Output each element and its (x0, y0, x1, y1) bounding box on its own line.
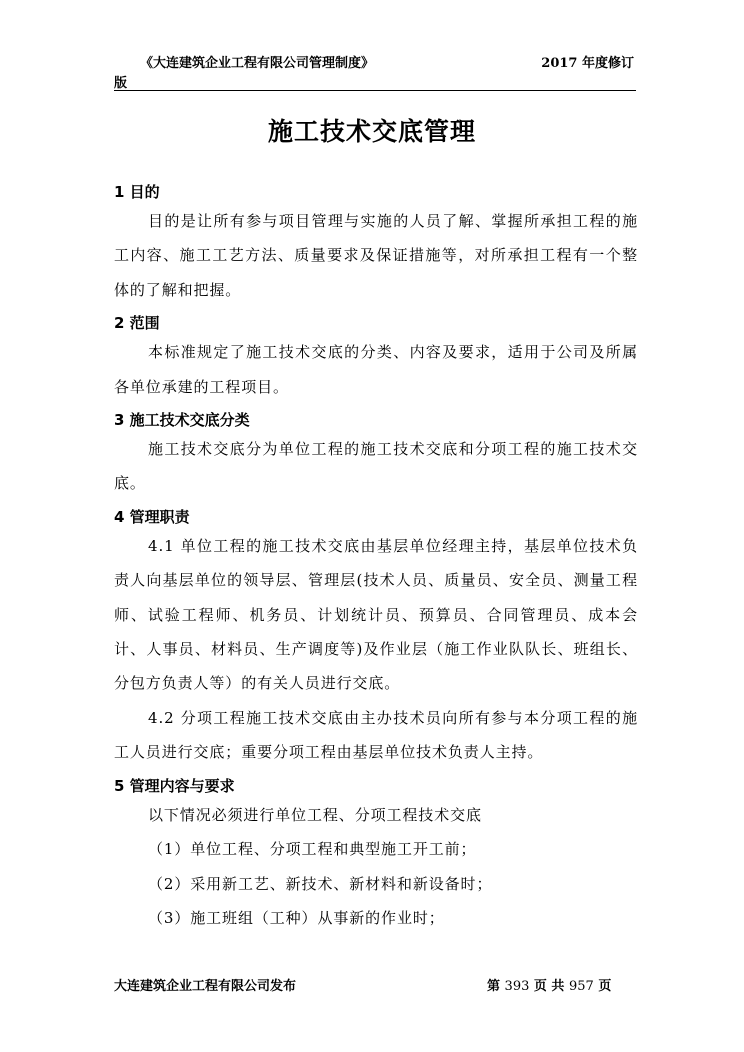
section-heading: 5 管理内容与要求 (114, 776, 235, 795)
body-paragraph: 4.1 单位工程的施工技术交底由基层单位经理主持，基层单位技术负责人向基层单位的领导层、管理层(技术人员、质量员、安全员、测量工程师、试验工程师、机务员、计划统计员、预算员、合同管理员、成本会计、人事员、材料员、生产调度等)及作业层（施工作业队队长、班组长、分包方负责人等）的有关人员进行交底。 (114, 536, 638, 693)
document-body (114, 176, 638, 935)
page-mid: 页 共 (533, 979, 565, 994)
page-total: 957 (568, 979, 594, 994)
page-header (114, 52, 636, 91)
body-paragraph: 本标准规定了施工技术交底的分类、内容及要求，适用于公司及所属各单位承建的工程项目。 (114, 343, 638, 396)
body-paragraph: 施工技术交底分为单位工程的施工技术交底和分项工程的施工技术交底。 (114, 440, 638, 493)
page-footer (114, 975, 638, 995)
document-title: 施工技术交底管理 (267, 117, 476, 146)
page-counter (487, 975, 611, 994)
section-heading: 3 施工技术交底分类 (114, 411, 250, 430)
section-heading: 2 范围 (114, 314, 160, 333)
footer-publisher: 大连建筑企业工程有限公司发布 (114, 979, 297, 994)
body-paragraph: 4.2 分项工程施工技术交底由主办技术员向所有参与本分项工程的施工人员进行交底；重要分项工程由基层单位技术负责人主持。 (114, 708, 638, 762)
body-paragraph: 以下情况必须进行单位工程、分项工程技术交底 (148, 805, 482, 824)
section-heading: 1 目的 (114, 183, 160, 201)
header-doc-title: 《大连建筑企业工程有限公司管理制度》 (140, 56, 375, 71)
body-paragraph: 目的是让所有参与项目管理与实施的人员了解、掌握所承担工程的施工内容、施工工艺方法、质量要求及保证措施等，对所承担工程有一个整体的了解和把握。 (114, 212, 638, 299)
header-revision-tail: 版 (114, 76, 128, 91)
list-item: （2）采用新工艺、新技术、新材料和新设备时； (148, 874, 493, 893)
header-revision: 2017 年度修订 (541, 56, 634, 71)
page-current: 393 (504, 979, 530, 994)
page-prefix: 第 (487, 979, 501, 994)
page-suffix: 页 (598, 979, 612, 994)
section-heading: 4 管理职责 (114, 507, 190, 526)
list-item: （1）单位工程、分项工程和典型施工开工前； (148, 840, 477, 859)
list-item: （3）施工班组（工种）从事新的作业时； (148, 908, 445, 927)
